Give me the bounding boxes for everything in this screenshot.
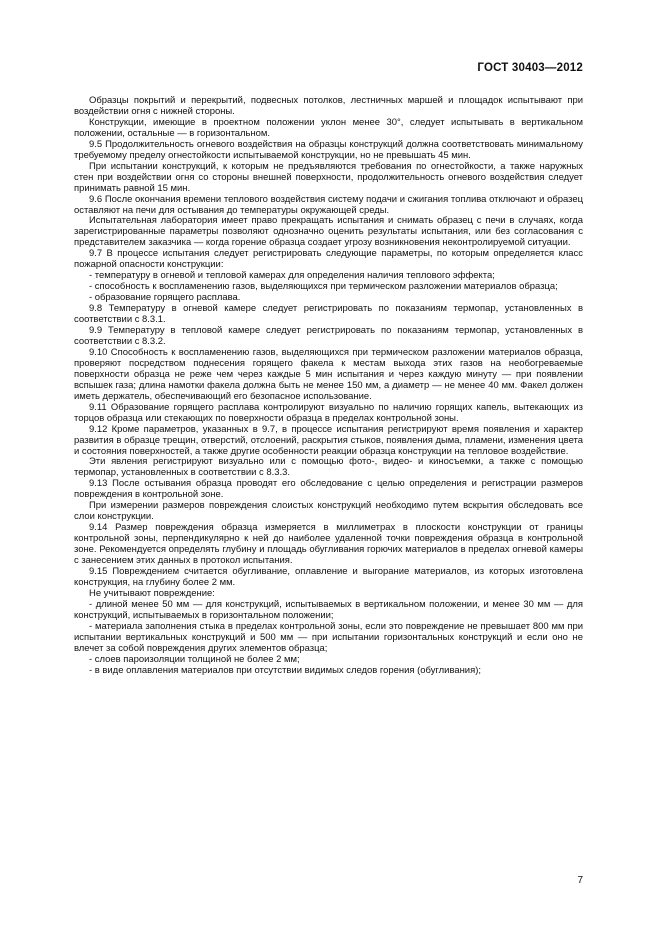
list-item: - температуру в огневой и тепловой камерах для определения наличия теплового эффекта;: [89, 270, 495, 282]
paragraph: Испытательная лаборатория имеет право прекращать испытания и снимать образец с печи в случаях, когда зарегистрированные параметры позволяют однозначно оценить результаты испытания, или без согласования с представителем заказчика — когда горение образца создает угрозу возникновения неконтролируемой ситуации.: [74, 215, 583, 249]
list-item: - слоев пароизоляции толщиной не более 2 мм;: [89, 653, 300, 665]
paragraph: При испытании конструкций, к которым не предъявляются требования по огнестойкости, а также наружных стен при воздействии огня со стороны внешней поверхности, продолжительность огневого воздействия следует принимать равной 15 мин.: [74, 160, 583, 194]
paragraph: 9.10 Способность к воспламенению газов, выделяющихся при термическом разложении материалов образца, проверяют посредством поднесения горящего факела к местам выхода этих газов на необогреваемые поверхности образца не реже чем через каждые 5 мин испытания и через каждую минуту — при появлении вспышек газа; длина намотки факела должна быть не менее 150 мм, а диаметр — не менее 40 мм. Факел должен иметь держатель, обеспечивающий его безопасное использование.: [74, 346, 583, 402]
paragraph: При измерении размеров повреждения слоистых конструкций необходимо путем вскрытия обследовать все слои конструкции.: [74, 500, 583, 523]
paragraph: Эти явления регистрируют визуально или с помощью фото-, видео- и киносъемки, а также с помощью термопар, установленных в соответствии с 8.3.3.: [74, 456, 583, 479]
paragraph: 9.7 В процессе испытания следует регистрировать следующие параметры, по которым определяется класс пожарной опасности конструкции:: [74, 248, 583, 271]
list-item: - материала заполнения стыка в пределах контрольной зоны, если это повреждение не превышает 800 мм при испытании вертикальных конструкций и 500 мм — при испытании горизонтальных конструкций и если оно не влечет за собой повреждения других элементов образца;: [74, 620, 583, 654]
document-id-header: ГОСТ 30403—2012: [477, 62, 583, 74]
paragraph: Не учитывают повреждение:: [89, 587, 215, 599]
list-item: - длиной менее 50 мм — для конструкций, испытываемых в вертикальном положении, и менее 30 мм — для конструкций, испытываемых в горизонтальном положении;: [74, 598, 583, 621]
body-text: [74, 96, 583, 677]
paragraph: 9.6 После окончания времени теплового воздействия систему подачи и сжигания топлива отключают и образец оставляют на печи для остывания до температуры окружающей среды.: [74, 193, 583, 216]
paragraph: 9.8 Температуру в огневой камере следует регистрировать по показаниям термопар, установленных в соответствии с 8.3.1.: [74, 303, 583, 326]
paragraph: 9.11 Образование горящего расплава контролируют визуально по наличию горящих капель, вытекающих из торцов образца или стекающих по поверхности образца в пределах контрольной зоны.: [74, 401, 583, 424]
list-item: - образование горящего расплава.: [89, 292, 241, 304]
paragraph: 9.9 Температуру в тепловой камере следует регистрировать по показаниям термопар, установленных в соответствии с 8.3.2.: [74, 325, 583, 347]
paragraph: 9.14 Размер повреждения образца измеряется в миллиметрах в плоскости конструкции от границы контрольной зоны, перпендикулярно к ней до наиболее удаленной точки повреждения образца в контрольной зоне. Рекомендуется определять глубину и площадь обугливания горючих материалов в пределах огневой камеры с занесением этих данных в протокол испытания.: [74, 522, 583, 567]
paragraph: 9.15 Повреждением считается обугливание, оплавление и выгорание материалов, из которых изготовлена конструкция, на глубину более 2 мм.: [74, 565, 583, 588]
paragraph: 9.12 Кроме параметров, указанных в 9.7, в процессе испытания регистрируют время появления и характер развития в образце трещин, отверстий, отслоений, раскрытия стыков, появления дыма, пламени, изменения цвета и состояния поверхностей, а также другие особенности реакции образца конструкции на тепловое воздействие.: [74, 423, 583, 457]
list-item: - в виде оплавления материалов при отсутствии видимых следов горения (обугливания);: [89, 664, 481, 676]
page-number: 7: [577, 875, 583, 886]
list-item: - способность к воспламенению газов, выделяющихся при термическом разложении материалов образца;: [89, 281, 558, 293]
paragraph: 9.5 Продолжительность огневого воздействия на образцы конструкций должна соответствовать минимальному требуемому пределу огнестойкости испытываемой конструкции, но не превышать 45 мин.: [74, 138, 583, 161]
paragraph: 9.13 После остывания образца проводят его обследование с целью определения и регистрации размеров повреждения в контрольной зоне.: [74, 478, 583, 501]
paragraph: Конструкции, имеющие в проектном положении уклон менее 30°, следует испытывать в вертикальном положении, остальные — в горизонтальном.: [74, 116, 583, 139]
paragraph: Образцы покрытий и перекрытий, подвесных потолков, лестничных маршей и площадок испытывают при воздействии огня с нижней стороны.: [74, 95, 583, 117]
